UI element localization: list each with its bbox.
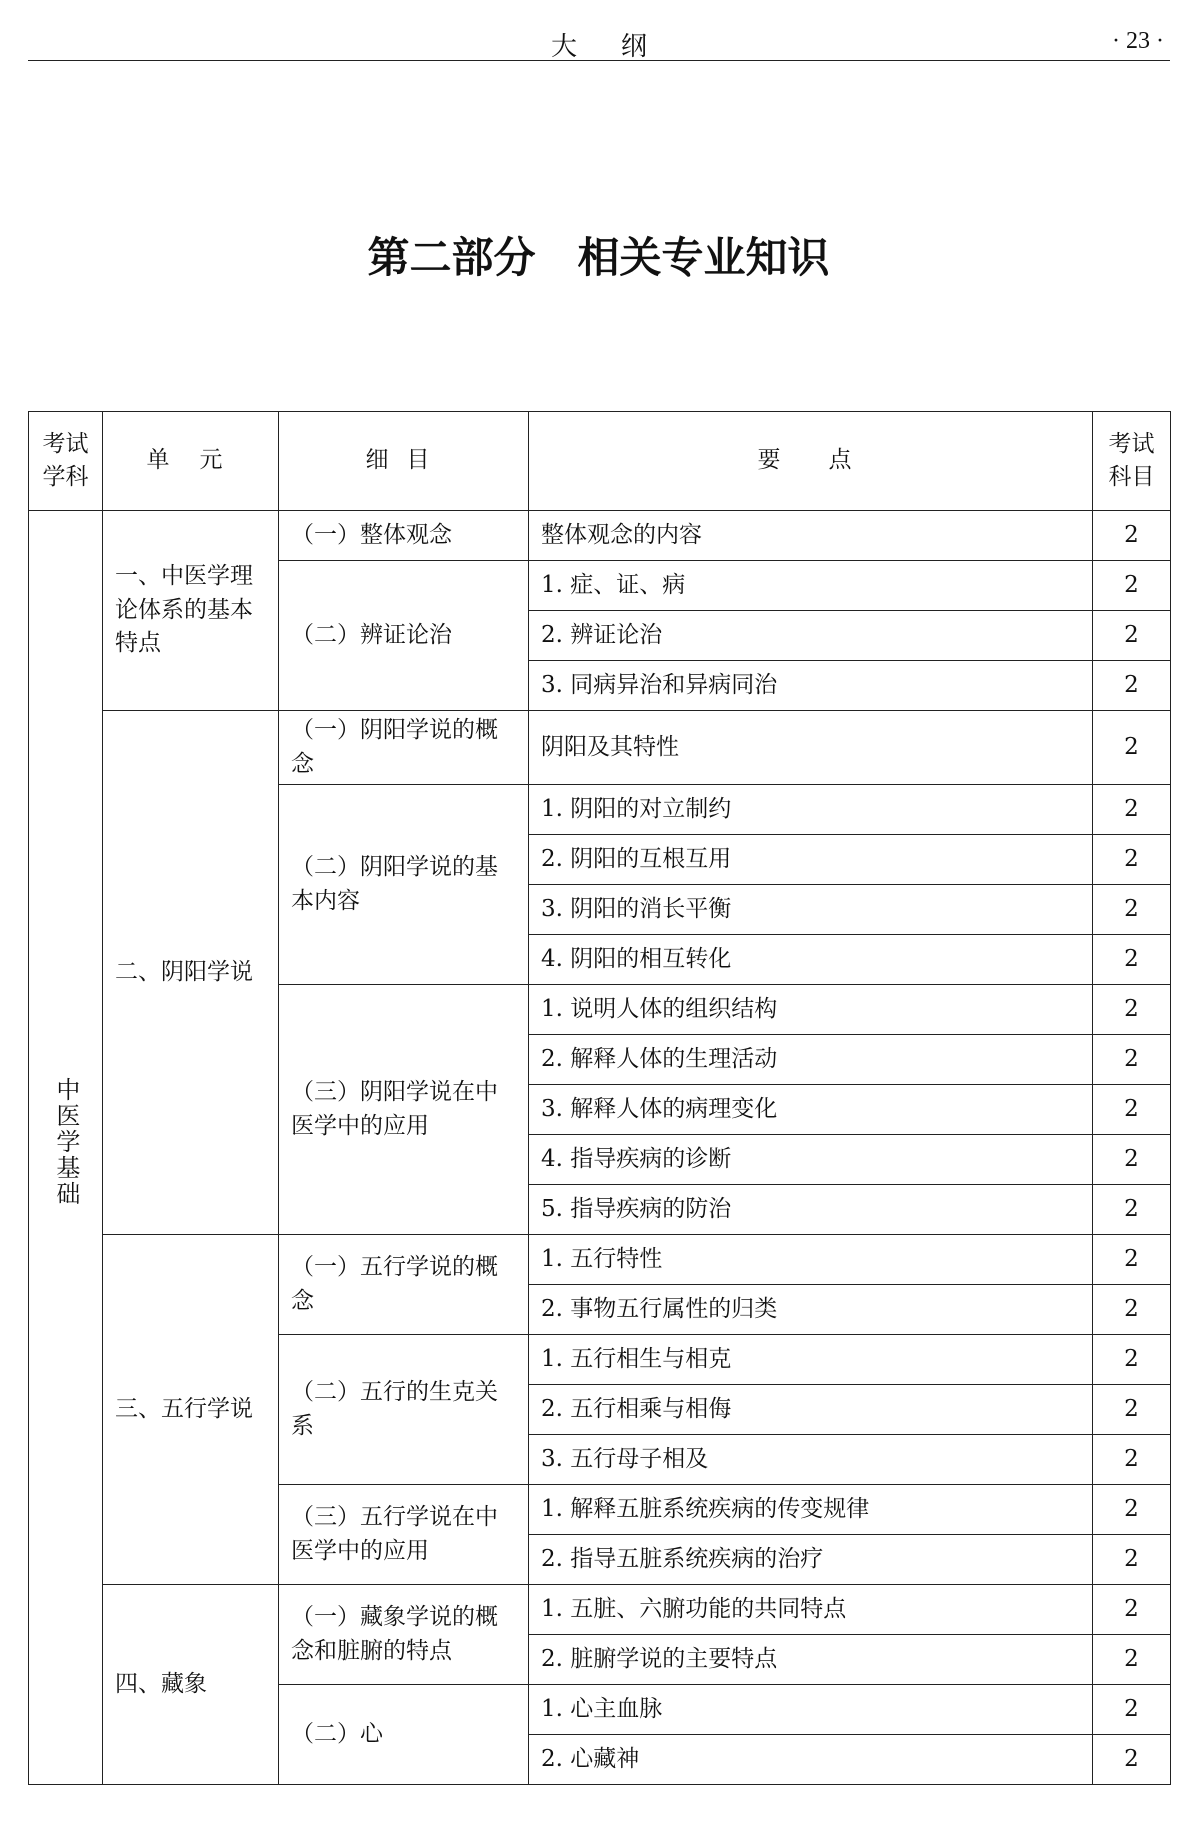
point-cell: 4. 阴阳的相互转化 [529,935,1093,985]
point-cell: 1. 心主血脉 [529,1685,1093,1735]
level-cell: 2 [1093,1585,1171,1635]
level-cell: 2 [1093,561,1171,611]
outline-body [29,511,1171,1785]
detail-cell: （一）藏象学说的概念和脏腑的特点 [279,1585,529,1685]
level-cell: 2 [1093,1035,1171,1085]
level-cell: 2 [1093,835,1171,885]
header-title: 大纲 [550,32,691,62]
point-cell: 1. 五脏、六腑功能的共同特点 [529,1585,1093,1635]
level-cell: 2 [1093,1185,1171,1235]
point-cell: 整体观念的内容 [529,511,1093,561]
level-cell: 2 [1093,1485,1171,1535]
detail-cell: （二）心 [279,1685,529,1785]
level-cell: 2 [1093,1735,1171,1785]
level-cell: 2 [1093,711,1171,785]
outline-table [28,411,1171,1785]
point-cell: 3. 解释人体的病理变化 [529,1085,1093,1135]
table-row [29,1585,1171,1635]
detail-cell: （三）五行学说在中医学中的应用 [279,1485,529,1585]
level-cell: 2 [1093,1435,1171,1485]
level-cell: 2 [1093,661,1171,711]
table-row [29,1235,1171,1285]
unit-cell: 一、中医学理论体系的基本特点 [103,511,279,711]
level-cell: 2 [1093,1235,1171,1285]
header-unit: 单元 [103,412,279,511]
detail-cell: （二）阴阳学说的基本内容 [279,785,529,985]
point-cell: 3. 同病异治和异病同治 [529,661,1093,711]
point-cell: 4. 指导疾病的诊断 [529,1135,1093,1185]
point-cell: 3. 五行母子相及 [529,1435,1093,1485]
point-cell: 1. 五行相生与相克 [529,1335,1093,1385]
point-cell: 1. 阴阳的对立制约 [529,785,1093,835]
level-cell: 2 [1093,885,1171,935]
point-cell: 2. 心藏神 [529,1735,1093,1785]
table-header-row [29,412,1171,511]
level-cell: 2 [1093,611,1171,661]
header-level: 考试科目 [1093,412,1171,511]
point-cell: 2. 五行相乘与相侮 [529,1385,1093,1435]
level-cell: 2 [1093,1685,1171,1735]
point-cell: 1. 说明人体的组织结构 [529,985,1093,1035]
level-cell: 2 [1093,511,1171,561]
header-subject: 考试学科 [29,412,103,511]
detail-cell: （三）阴阳学说在中医学中的应用 [279,985,529,1235]
detail-cell: （二）辨证论治 [279,561,529,711]
level-cell: 2 [1093,935,1171,985]
level-cell: 2 [1093,1085,1171,1135]
running-header [28,22,1170,61]
point-cell: 阴阳及其特性 [529,711,1093,785]
level-cell: 2 [1093,1385,1171,1435]
unit-cell: 二、阴阳学说 [103,711,279,1235]
table-row [29,711,1171,785]
header-points: 要点 [529,412,1093,511]
point-cell: 1. 症、证、病 [529,561,1093,611]
section-title: 第二部分 相关专业知识 [367,233,830,282]
detail-cell: （一）阴阳学说的概念 [279,711,529,785]
point-cell: 2. 脏腑学说的主要特点 [529,1635,1093,1685]
unit-cell: 四、藏象 [103,1585,279,1785]
page-number: · 23 · [1112,28,1164,54]
table-row [29,511,1171,561]
level-cell: 2 [1093,785,1171,835]
point-cell: 2. 解释人体的生理活动 [529,1035,1093,1085]
header-detail: 细目 [279,412,529,511]
detail-cell: （一）整体观念 [279,511,529,561]
level-cell: 2 [1093,1285,1171,1335]
point-cell: 3. 阴阳的消长平衡 [529,885,1093,935]
detail-cell: （一）五行学说的概念 [279,1235,529,1335]
detail-cell: （二）五行的生克关系 [279,1335,529,1485]
level-cell: 2 [1093,1335,1171,1385]
point-cell: 1. 解释五脏系统疾病的传变规律 [529,1485,1093,1535]
point-cell: 2. 指导五脏系统疾病的治疗 [529,1535,1093,1585]
point-cell: 1. 五行特性 [529,1235,1093,1285]
level-cell: 2 [1093,1535,1171,1585]
unit-cell: 三、五行学说 [103,1235,279,1585]
level-cell: 2 [1093,1135,1171,1185]
subject-cell [29,511,103,1785]
point-cell: 5. 指导疾病的防治 [529,1185,1093,1235]
point-cell: 2. 阴阳的互根互用 [529,835,1093,885]
level-cell: 2 [1093,1635,1171,1685]
point-cell: 2. 事物五行属性的归类 [529,1285,1093,1335]
point-cell: 2. 辨证论治 [529,611,1093,661]
subject-label: 中医学基础 [51,1077,80,1208]
level-cell: 2 [1093,985,1171,1035]
